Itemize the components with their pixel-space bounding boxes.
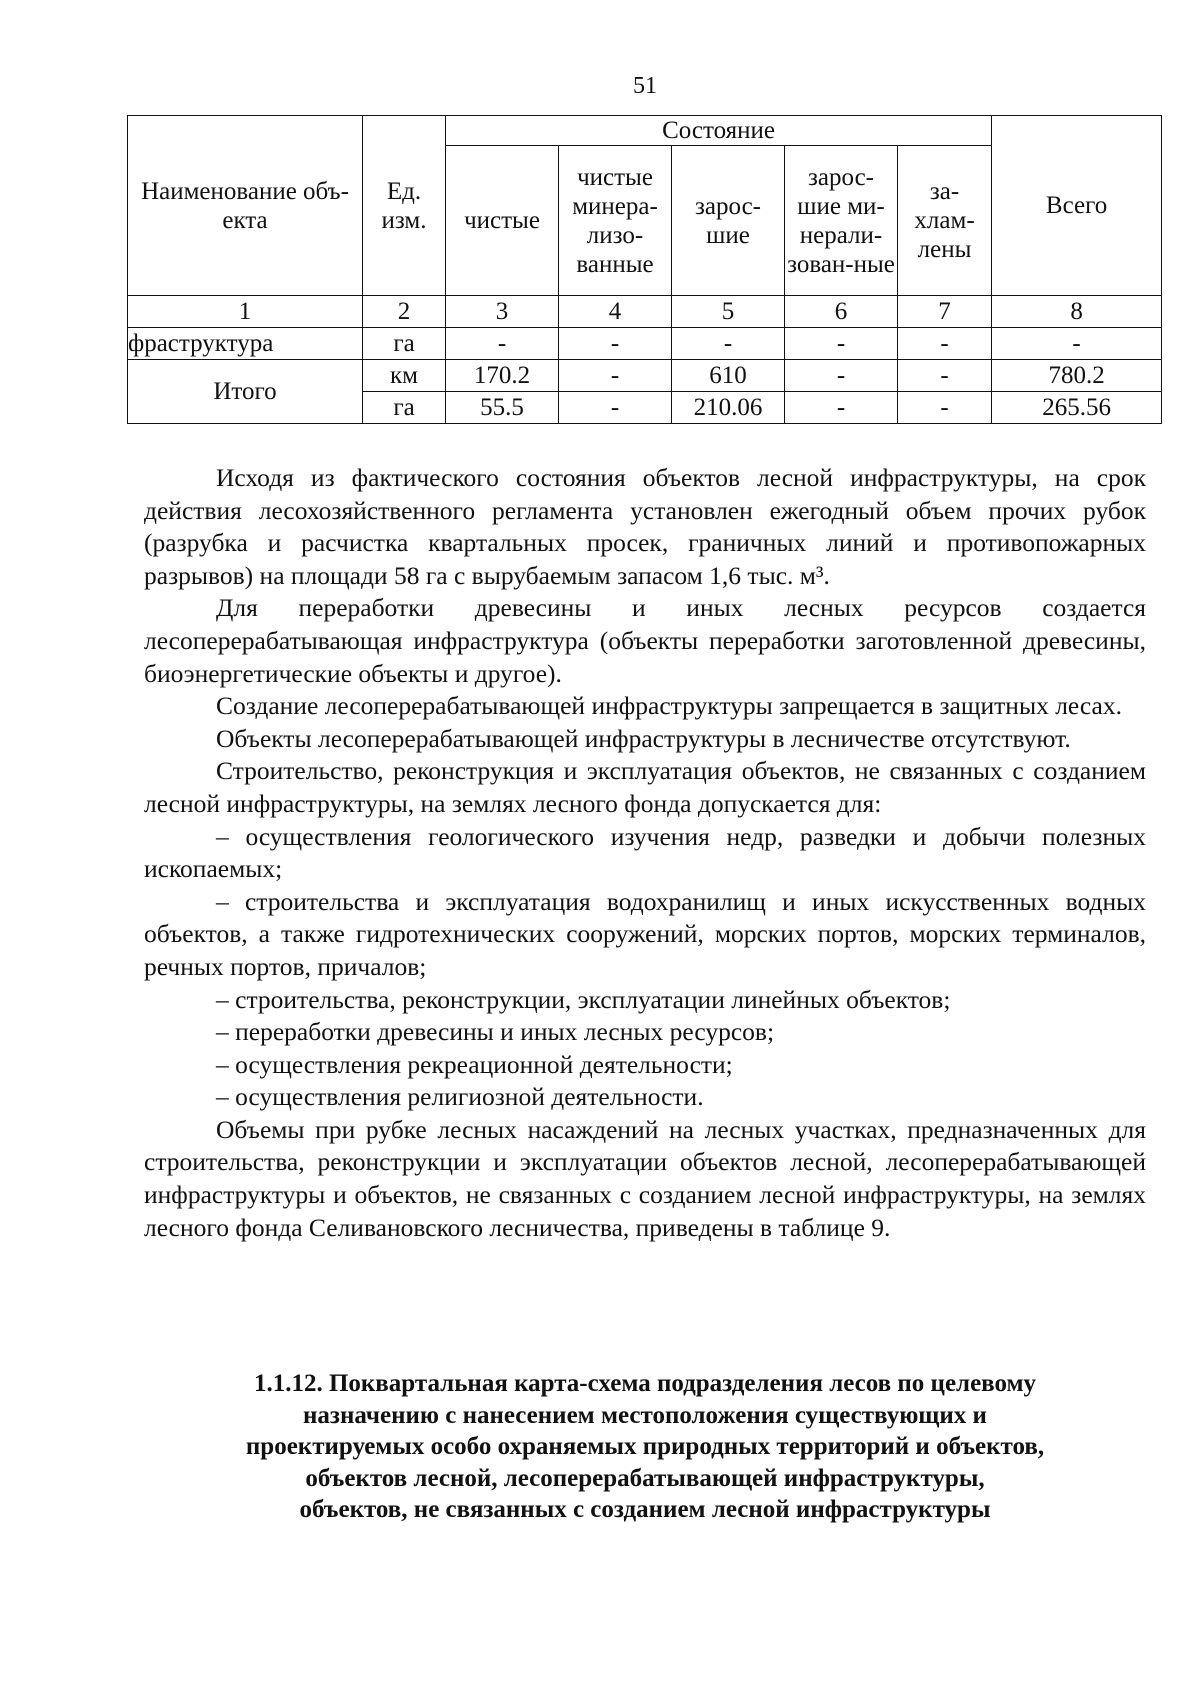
section-heading-line: объектов, не связанных с созданием лесной инфраструктуры <box>299 1496 991 1523</box>
row-name: фраструктура <box>128 328 363 360</box>
cell-value: 170.2 <box>446 360 559 392</box>
header-clean-mineralized: чистые минера-лизо-ванные <box>559 146 672 296</box>
paragraph: Создание лесоперерабатывающей инфраструктуры запрещается в защитных лесах. <box>216 691 1122 721</box>
cell-value: - <box>446 328 559 360</box>
list-item: – переработки древесины и иных лесных ресурсов; <box>216 1017 775 1047</box>
cell-value: - <box>898 360 992 392</box>
cell-value: - <box>672 328 785 360</box>
paragraph: Исходя из фактического состояния объектов лесной инфраструктуры, на срок действия лесохозяйственного регламента установлен ежегодный объем прочих рубок (разрубка и расчистка квартальных просек, граничных линий и противопожарных разрывов) на площади 58 га с вырубаемым запасом 1,6 тыс. м³. <box>144 463 1146 590</box>
cell-value: - <box>898 328 992 360</box>
cell-value: - <box>785 328 898 360</box>
list-item: – осуществления рекреационной деятельности; <box>216 1049 733 1079</box>
paragraph: Строительство, реконструкция и эксплуатация объектов, не связанных с созданием лесной инфраструктуры, на землях лесного фонда допускается для: <box>144 756 1146 818</box>
cell-value: - <box>898 392 992 424</box>
row-unit: га <box>363 328 446 360</box>
column-number: 5 <box>672 296 785 328</box>
header-name: Наименование объ-екта <box>128 116 363 296</box>
section-heading <box>144 1368 1146 1526</box>
total-row-km <box>128 360 1162 392</box>
column-number: 4 <box>559 296 672 328</box>
header-unit: Ед. изм. <box>363 116 446 296</box>
row-unit: км <box>363 360 446 392</box>
column-number: 6 <box>785 296 898 328</box>
header-clean: чистые <box>446 146 559 296</box>
list-item: – осуществления религиозной деятельности. <box>216 1082 704 1112</box>
cell-value: 55.5 <box>446 392 559 424</box>
cell-value: 265.56 <box>992 392 1162 424</box>
total-label: Итого <box>128 360 363 424</box>
section-heading-line: объектов лесной, лесоперерабатывающей инфраструктуры, <box>305 1464 985 1492</box>
column-number: 8 <box>992 296 1162 328</box>
table-row <box>128 328 1162 360</box>
header-state-group: Состояние <box>446 116 992 146</box>
cell-value: - <box>559 360 672 392</box>
column-number: 1 <box>128 296 363 328</box>
paragraph: Для переработки древесины и иных лесных ресурсов создается лесоперерабатывающая инфраструктура (объекты переработки заготовленной древесины, биоэнергетические объекты и другое). <box>144 593 1146 688</box>
section-heading-line: назначению с нанесением местоположения существующих и <box>303 1401 987 1429</box>
list-item: – строительства, реконструкции, эксплуатации линейных объектов; <box>216 984 951 1014</box>
cell-value: 210.06 <box>672 392 785 424</box>
header-total: Всего <box>992 116 1162 296</box>
column-number: 7 <box>898 296 992 328</box>
cell-value: 610 <box>672 360 785 392</box>
cell-value: - <box>559 328 672 360</box>
body-text <box>144 462 1146 1244</box>
column-numbers-row <box>128 296 1162 328</box>
column-number: 2 <box>363 296 446 328</box>
section-heading-line: 1.1.12. Поквартальная карта-схема подразделения лесов по целевому <box>253 1370 1037 1397</box>
page-number: 51 <box>633 73 657 99</box>
cell-value: - <box>559 392 672 424</box>
cell-value: - <box>785 392 898 424</box>
column-number: 3 <box>446 296 559 328</box>
infrastructure-table <box>127 115 1162 424</box>
cell-value: 780.2 <box>992 360 1162 392</box>
row-unit: га <box>363 392 446 424</box>
list-item: – строительства и эксплуатация водохранилищ и иных искусственных водных объектов, а также гидротехнических сооружений, морских портов, морских терминалов, речных портов, причалов; <box>144 886 1146 981</box>
cell-value: - <box>785 360 898 392</box>
header-cluttered: за-хлам-лены <box>898 146 992 296</box>
cell-value: - <box>992 328 1162 360</box>
header-overgrown-mineralized: зарос-шие ми-нерали-зован-ные <box>785 146 898 296</box>
section-heading-line: проектируемых особо охраняемых природных территорий и объектов, <box>245 1433 1045 1460</box>
paragraph: Объекты лесоперерабатывающей инфраструктуры в лесничестве отсутствуют. <box>216 723 1071 753</box>
header-overgrown: зарос-шие <box>672 146 785 296</box>
list-item: – осуществления геологического изучения недр, разведки и добычи полезных ископаемых; <box>144 821 1146 884</box>
paragraph: Объемы при рубке лесных насаждений на лесных участках, предназначенных для строительства, реконструкции и эксплуатации объектов лесной, лесоперерабатывающей инфраструктуры и объектов, не связанных с созданием лесной инфраструктуры, на землях лесного фонда Селивановского лесничества, приведены в таблице 9. <box>144 1114 1146 1242</box>
